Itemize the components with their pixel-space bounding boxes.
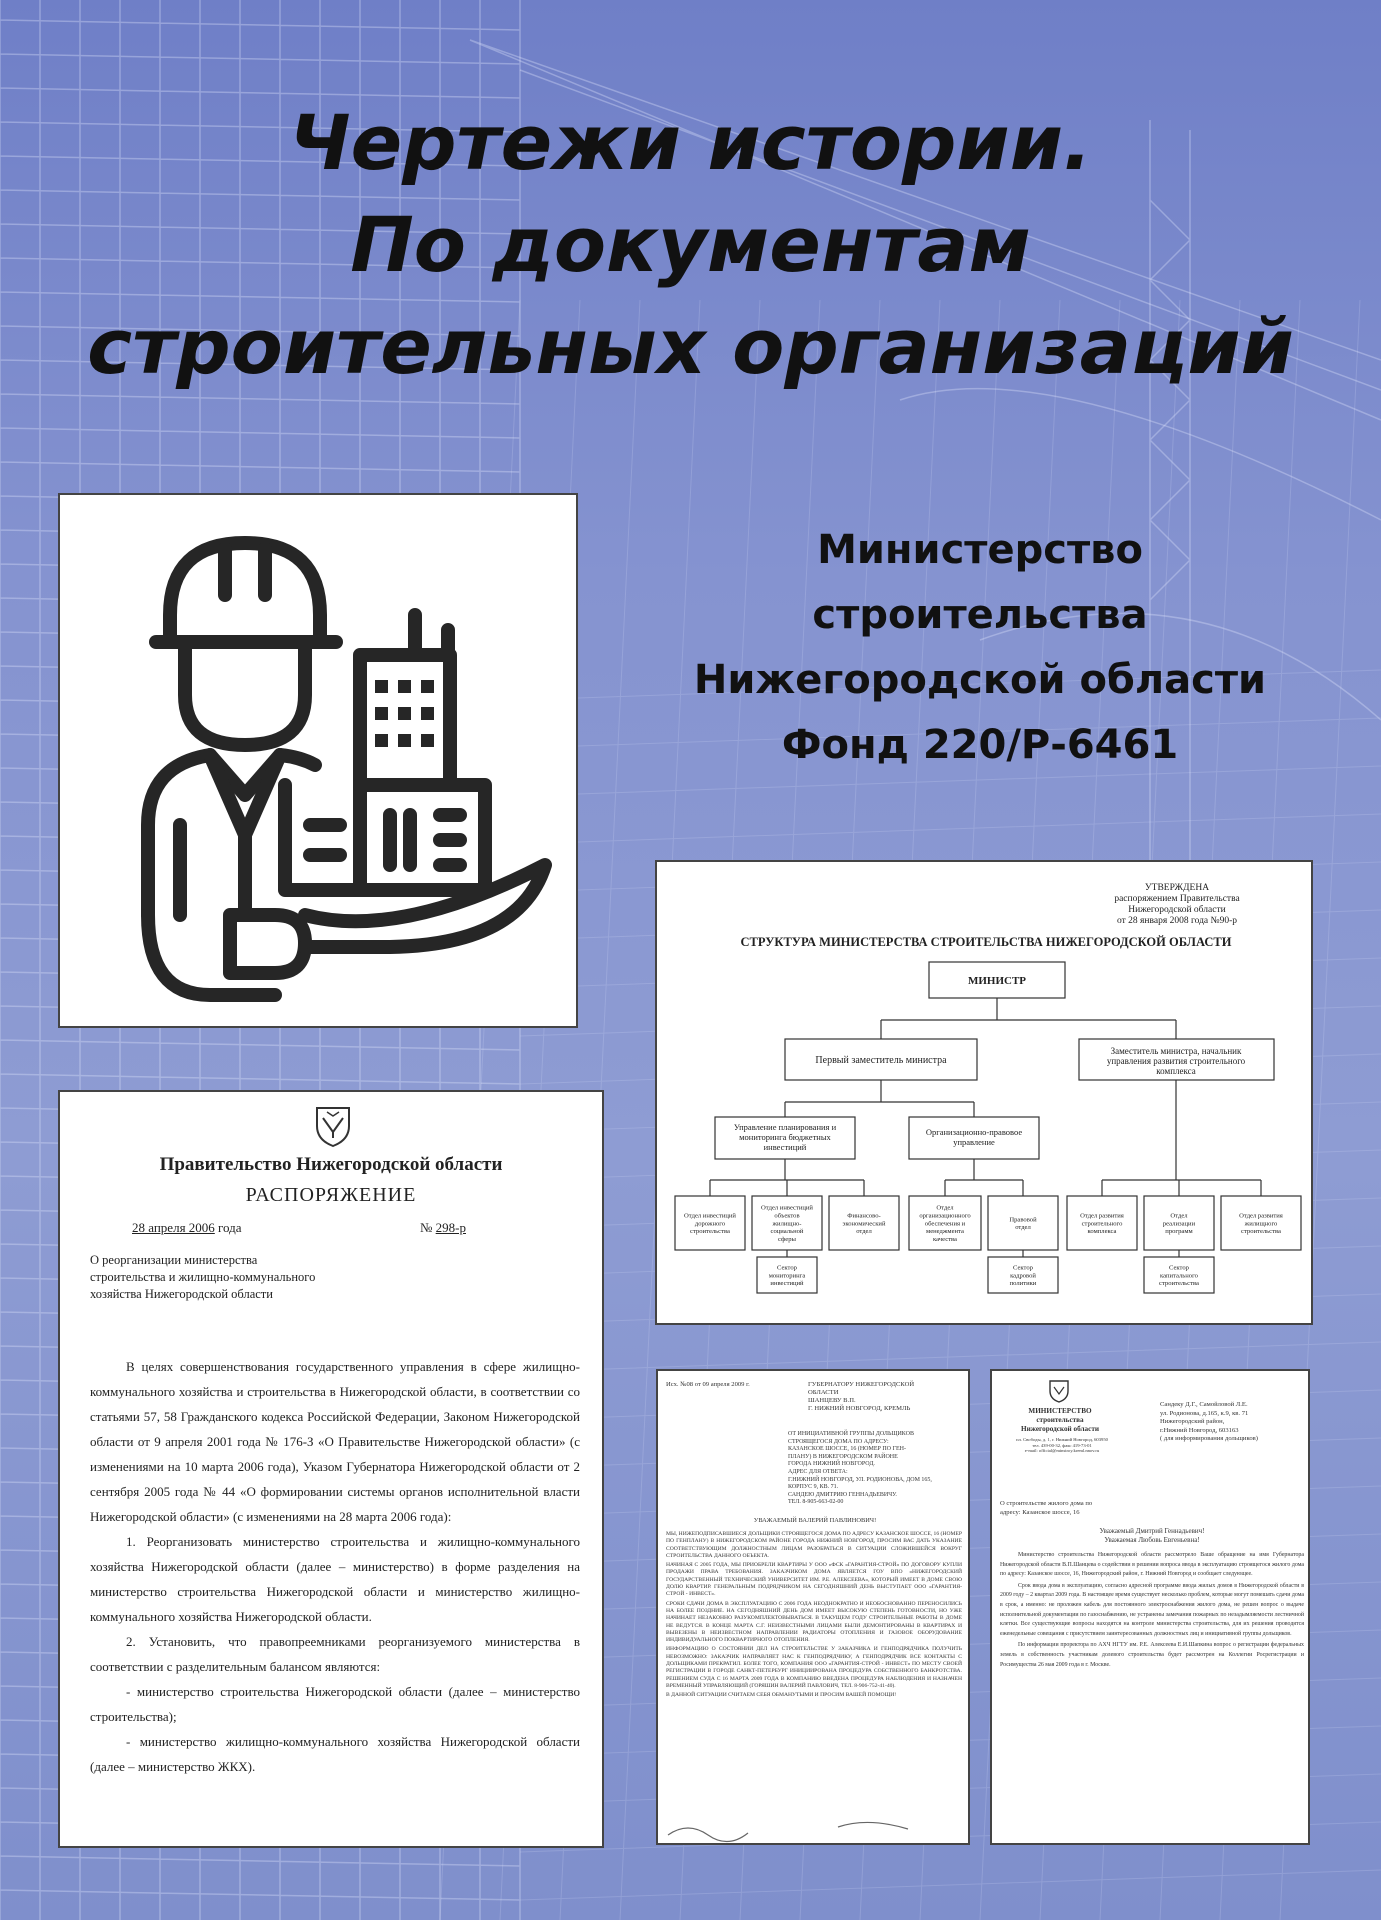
builder-with-building-icon [60,495,578,1028]
planning-department-label: Управление планирования и [733,1122,837,1132]
poster-title [0,92,1381,398]
sender-line: АДРЕС ДЛЯ ОТВЕТА: [788,1468,848,1475]
sender-line: СТРОЯЩЕГОСЯ ДОМА ПО АДРЕСУ: [788,1438,889,1445]
deputy-label: управления развития строительного [1106,1056,1246,1066]
letter-paragraph: В ДАННОЙ СИТУАЦИИ СЧИТАЕМ СЕБЯ ОБМАНУТЫМИ И ПРОСИМ ВАШЕЙ ПОМОЩИ! [666,1692,897,1699]
unit-label: жилищно- [772,1220,802,1228]
letter-addressee [1160,1401,1308,1444]
salutation-line: Уважаемый Дмитрий Геннадьевич! [1099,1527,1205,1535]
unit-label: качества [933,1235,957,1243]
approved-line: от 28 января 2008 года №90-р [1117,916,1237,926]
approved-line: УТВЕРЖДЕНА [1144,883,1210,893]
salutation-line: Уважаемая Любовь Евгеньевна! [1104,1536,1200,1544]
connector [787,1250,1179,1257]
letter-subject [1000,1499,1140,1517]
order-number [420,1220,466,1236]
ministry-line: Министерство [817,527,1143,573]
ministry-contacts [1000,1437,1124,1454]
planning-department-label: инвестиций [763,1142,807,1152]
subject-line: адресу: Казанское шоссе, 16 [1000,1509,1080,1516]
order-document [58,1090,604,1848]
ministry-letterhead [1000,1407,1120,1434]
coat-of-arms-icon [1048,1379,1070,1403]
sender-line: Г.НИЖНИЙ НОВГОРОД, УЛ. РОДИОНОВА, ДОМ 165, [788,1476,932,1483]
letter-paragraph: НАЧИНАЯ С 2005 ГОДА, МЫ ПРИОБРЕЛИ КВАРТИРЫ У ООО «ФСК «ГАРАНТИЯ-СТРОЙ» ПО ДОГОВОРУ КУПЛИ ПРОДАЖИ ПРАВА ТРЕБОВАНИЯ. ЗАКАЗЧИКОМ ДОМА ЯВЛЯЕТСЯ ГОУ ВПО «НИЖЕГОРОДСКИЙ ГОСУДАРСТВЕННЫЙ ТЕХНИЧЕСКИЙ УНИВЕРСИТЕТ ИМ. Р.Е. АЛЕКСЕЕВА», КОТОРЫЙ ИМЕЕТ В ДОМЕ СВОЮ ДОЛЮ КВАРТИР. ГЕНЕРАЛЬНЫМ ПОДРЯДЧИКОМ НА СЕГОДНЯШНИЙ ДЕНЬ ВЫСТУПАЕТ ООО «ГАРАНТИЯ-СТРОЙ - ИНВЕСТ». [666,1562,962,1598]
sector-label: мониторинга [768,1272,806,1280]
unit-label: отдел [856,1228,872,1236]
addressee-line: Сандеку Д.Г., Самойловой Л.Е. [1160,1401,1248,1408]
addressee-line: Нижегородский район, [1160,1418,1225,1425]
poster-title-line: По документам [350,200,1031,289]
legal-department-label: управление [953,1137,995,1147]
unit-label: комплекса [1087,1228,1117,1236]
letter-body [1000,1551,1304,1672]
unit-label: жилищного [1244,1220,1278,1228]
sender-line: ТЕЛ. 8-905-663-02-00 [788,1499,844,1506]
sender-line: ПЛАНУ) В НИЖЕГОРОДСКОМ РАЙОНЕ [788,1453,898,1460]
order-paragraph: 2. Установить, что правопреемниками реорганизуемого министерства в соответствии с разделительным балансом являются: [90,1634,580,1674]
letter-paragraph: МЫ, НИЖЕПОДПИСАВШИЕСЯ ДОЛЬЩИКИ СТРОЯЩЕГОСЯ ДОМА ПО АДРЕСУ КАЗАНСКОЕ ШОССЕ, 16 (НОМЕР ПО ГЕНПЛАНУ) В НИЖЕГОРОДСКОМ РАЙОНЕ ГОРОДА НИЖНИЙ НОВГОРОД, ПРОСИМ ВАС ДАТЬ УКАЗАНИЕ СООТВЕТСТВУЮЩИМ ДОЛЖНОСТНЫМ ЛИЦАМ РАЗОБРАТЬСЯ В СИТУАЦИИ СЛОЖИВШЕЙСЯ ВОКРУГ СТРОИТЕЛЬСТВА ДАННОГО ОБЪЕКТА. [666,1531,962,1559]
unit-label: строительного [1081,1220,1123,1228]
order-date-suffix: года [218,1220,242,1235]
letter-salutation: УВАЖАЕМЫЙ ВАЛЕРИЙ ПАВЛИНОВИЧ! [753,1517,877,1524]
order-subject: О реорганизации министерства строительства и жилищно-коммунального хозяйства Нижегородской области [90,1253,316,1301]
government-name: Правительство Нижегородской области [159,1154,503,1175]
structure-title: СТРУКТУРА МИНИСТЕРСТВА СТРОИТЕЛЬСТВА НИЖЕГОРОДСКОЙ ОБЛАСТИ [740,935,1232,949]
addressee-line: ( для информирования дольщиков) [1160,1435,1258,1442]
letterhead-line: строительства [1036,1416,1084,1424]
addressee-line: ул. Родионова, д.165, к.9, кв. 71 [1160,1409,1249,1417]
connector [945,1159,1023,1196]
poster-title-line: Чертежи истории. [289,98,1092,187]
addressee-line: ОБЛАСТИ [808,1389,839,1396]
coat-of-arms-icon [313,1104,353,1148]
deputy-label: Заместитель министра, начальник [1110,1046,1242,1056]
unit-label: объектов [774,1212,800,1220]
addressee-line: ШАНЦЕВУ В.П. [808,1397,856,1404]
letter-sender [788,1431,958,1507]
unit-label: Отдел [936,1204,954,1212]
subject-line: О строительстве жилого дома по [1000,1500,1093,1507]
builder-icon-panel [58,493,578,1028]
letter-paragraph: ИНФОРМАЦИЮ О СОСТОЯНИИ ДЕЛ НА СТРОИТЕЛЬСТВЕ У ЗАКАЗЧИКА И ГЕНПОДРЯДЧИКА ПОЛУЧИТЬ НЕВОЗМОЖНО: ЗАКАЗЧИК НАПРАВЛЯЕТ НАС К ГЕНПОДРЯДЧИКУ, А ГЕНПОДРЯДЧИК ВСЕ КОНТАКТЫ С ДОЛЬЩИКАМИ ПРЕКРАТИЛ. БОЛЕЕ ТОГО, КОМПАНИЯ ООО «ГАРАНТИЯ-СТРОЙ - ИНВЕСТ» ПО МЕСТУ СВОЕЙ РЕГИСТРАЦИИ В ГОРОДЕ САНКТ-ПЕТЕРБУРГ ИНИЦИИРОВАНА ПРОЦЕДУРА СОБСТВЕННОГО БАНКРОТСТВА. РЕШЕНИЕМ СУДА С 16 МАРТА 2009 ГОДА В КОМПАНИЮ ВВЕДЕНА ПРОЦЕДУРА НАБЛЮДЕНИЯ И НАЗНАЧЕН ВРЕМЕННЫЙ УПРАВЛЯЮЩИЙ (ГОРЯШИН ВАЛЕРИЙ ПАВЛОВИЧ, ТЕЛ. 8-906-752-41-40). [666,1646,962,1689]
unit-label: программ [1165,1228,1193,1236]
contact-line: пл. Свободы, д. 1, г. Нижний Новгород, 603950 [1016,1437,1108,1442]
unit-label: Отдел инвестиций [684,1212,736,1220]
addressee-line: Г. НИЖНИЙ НОВГОРОД, КРЕМЛЬ [808,1405,911,1412]
order-date [132,1220,242,1236]
ministry-structure-document [655,860,1313,1325]
unit-label: реализации [1162,1220,1196,1228]
shareholders-letter [656,1369,970,1845]
addressee-line: ГУБЕРНАТОРУ НИЖЕГОРОДСКОЙ [808,1381,915,1388]
sector-label: инвестиций [770,1280,804,1288]
fund-caption [660,518,1300,778]
org-chart [657,862,1313,1325]
ministry-reply-letter [990,1369,1310,1845]
connector [785,1080,974,1117]
sector-label: Сектор [777,1264,797,1272]
letter-paragraph: СРОКИ СДАЧИ ДОМА В ЭКСПЛУАТАЦИЮ С 2006 ГОДА НЕОДНОКРАТНО И НЕОБОСНОВАННО ПЕРЕНОСИЛИСЬ НА БОЛЕЕ ПОЗДНИЕ. НА СЕГОДНЯШНИЙ ДЕНЬ ДОМ ИМЕЕТ ВЫСОКУЮ СТЕПЕНЬ ГОТОВНОСТИ, НО УЖЕ НАЧИНАЕТ НЕЗАКОННО РАЗУКОМПЛЕКТОВЫВАТЬСЯ. В ТАКУЩЕМ ГОДУ СТРОИТЕЛЬНЫЕ РАБОТЫ В ДОМЕ НЕ ВЕДУТСЯ. В КОНЦЕ МАРТА С.Г. НЕИЗВЕСТНЫМИ ЛИЦАМИ БЫЛИ ДЕМОНТИРОВАНЫ В КВАРТИРАХ И ВЫВЕЗЕНЫ В НЕИЗВЕСТНОМ НАПРАВЛЕНИИ РАДИАТОРЫ ОТОПЛЕНИЯ И ГАЗОВОЕ ОБОРУДОВАНИЕ ИНДИВИДУАЛЬНОГО ПОКВАРТИРНОГО ОТОПЛЕНИЯ. [666,1600,962,1644]
planning-department-label: мониторинга бюджетных [739,1132,831,1142]
unit-label: обеспечения и [924,1220,966,1228]
document-type: РАСПОРЯЖЕНИЕ [245,1184,417,1206]
letter-paragraph: Срок ввода дома в эксплуатацию, согласно адресной программе ввода жилых домов в Нижегородской области в 2009 году – 2 квартал 2009 года. В настоящее время существует несколько проблем, которые могут помешать сдачи дома в срок, а именно: не проложен кабель для постоянного электроснабжения жилого дома, не решен вопрос о выдаче исполнительной документации по газоснабжению, не устранены замечания пожарных по незадымляемости лестничной клетки. Все существующие вопросы находятся на контроле министерства строительства, для их решения проводятся еженедельные совещания с присутствием заинтересованных должностных лиц и инициативной группы дольщиков. [1000,1582,1304,1637]
letter-body [666,1531,962,1702]
letter-paragraph: Министерство строительства Нижегородской области рассмотрело Ваше обращение на имя Губернатора Нижегородской области В.П.Шанцева о содействии в решении вопроса ввода в эксплуатацию строящегося жилого дома по адресу: Казанское шоссе, 16, Нижегородский район, г. Нижний Новгород и сообщает следующее. [1000,1552,1304,1578]
contact-line: e-mail: official@minstroy.kreml.nnov.ru [1024,1448,1100,1454]
first-deputy-label: Первый заместитель министра [815,1055,947,1066]
sender-line: КАЗАНСКОЕ ШОССЕ, 16 (НОМЕР ПО ГЕН- [788,1446,906,1453]
sender-line: САНДЕЮ ДМИТРИЮ ГЕННАДЬЕВИЧУ. [788,1491,897,1498]
fund-number: Фонд 220/Р-6461 [781,722,1179,768]
unit-label: Правовой [1009,1216,1037,1224]
unit-label: экономический [842,1220,886,1228]
unit-label: строительства [690,1228,730,1236]
sector-label: капитального [1160,1272,1198,1280]
unit-label: Отдел развития [1239,1212,1283,1220]
letter-salutation [992,1527,1310,1545]
unit-label: строительства [1241,1228,1281,1236]
unit-label: Отдел развития [1080,1212,1124,1220]
unit-label: социальной [770,1228,804,1236]
letter-paragraph: По информации проректора по АХЧ НГТУ им. Р.Е. Алексеева Е.И.Шапкина вопрос о регистрации федеральных земель в собственность участникам долевого строительства будет рассмотрен на Коллегии Росрегистрации и Росимущества 26 мая 2009 года в г. Москве. [1000,1642,1304,1668]
connector [881,998,1176,1039]
unit-label: дорожного [694,1220,726,1228]
deputy-label: комплекса [1156,1066,1196,1076]
order-number-value: 298-р [435,1220,466,1235]
sector-label: строительства [1159,1280,1199,1288]
sender-line: КОРПУС 9, КВ. 71. [788,1484,839,1491]
addressee-line: г.Нижний Новгород, 603163 [1160,1426,1239,1434]
connector [710,1159,864,1196]
letterhead-line: МИНИСТЕРСТВО [1028,1407,1092,1415]
unit-label: Отдел инвестиций [761,1204,813,1212]
order-body [90,1354,580,1779]
letterhead-line: Нижегородской области [1020,1425,1099,1433]
unit-label: отдел [1015,1224,1031,1232]
approved-line: Нижегородской области [1128,905,1226,915]
sector-label: Сектор [1013,1264,1033,1272]
order-paragraph: - министерство жилищно-коммунального хозяйства Нижегородской области (далее – министерство ЖКХ). [90,1734,580,1774]
poster-title-line: строительных организаций [87,302,1294,391]
unit-label: Финансово- [847,1212,881,1220]
outgoing-number: Исх. №08 от 09 апреля 2009 г. [666,1381,750,1388]
order-date-value: 28 апреля 2006 [132,1220,215,1235]
letter-addressee [808,1381,958,1413]
sender-line: ГОРОДА НИЖНИЙ НОВГОРОД. [788,1461,875,1468]
legal-department-label: Организационно-правовое [925,1127,1023,1137]
unit-label: менеджмента [926,1228,964,1236]
minister-label: МИНИСТР [967,975,1027,987]
sector-label: Сектор [1169,1264,1189,1272]
approved-line: распоряжением Правительства [1114,894,1240,904]
order-number-label: № [420,1220,433,1235]
order-paragraph: - министерство строительства Нижегородской области (далее – министерство строительства); [90,1684,580,1724]
unit-label: Отдел [1170,1212,1188,1220]
ministry-line: строительства [812,592,1148,638]
connector [1102,1080,1261,1196]
contact-line: тел. 439-00-32, факс 419-73-01 [1032,1442,1092,1448]
order-paragraph: 1. Реорганизовать министерство строительства и жилищно-коммунального хозяйства Нижегородской области (далее – министерство) в форме разделения на министерство строительства Нижегородской области и министерство жилищно-коммунального хозяйства Нижегородской области. [90,1534,580,1624]
ministry-line: Нижегородской области [693,657,1267,703]
sender-line: ОТ ИНИЦИАТИВНОЙ ГРУППЫ ДОЛЬЩИКОВ [788,1431,914,1437]
sector-label: политики [1009,1280,1037,1288]
unit-label: сферы [778,1235,796,1243]
handwritten-registration-mark [658,1791,970,1845]
order-paragraph: В целях совершенствования государственного управления в сфере жилищно-коммунального хозяйства и строительства в Нижегородской области, в соответствии со статьями 57, 58 Гражданского кодекса Российской Федерации, Законом Нижегородской области от 9 апреля 2001 года № 176-З «О Правительстве Нижегородской области» (с изменениями на 10 марта 2006 года), Указом Губернатора Нижегородской области от 2 сентября 2005 года № 44 «О формировании системы органов исполнительной власти Нижегородской области» (с изменениями на 28 марта 2006 года): [90,1359,580,1524]
sector-label: кадровой [1010,1272,1036,1280]
unit-label: организационного [919,1212,971,1220]
